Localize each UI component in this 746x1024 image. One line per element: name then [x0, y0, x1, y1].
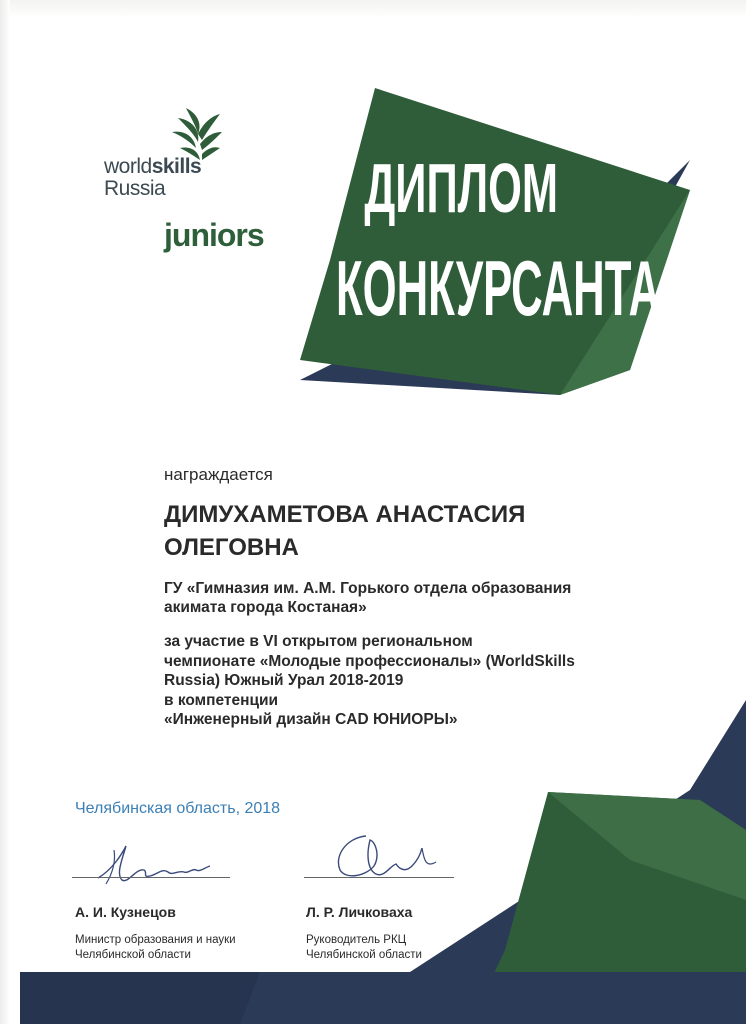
recipient-name-line-2: ОЛЕГОВНА — [164, 534, 299, 561]
signer-1-position — [75, 933, 236, 962]
signer-1-name: А. И. Кузнецов — [75, 904, 176, 920]
signer-2-position — [306, 933, 422, 962]
signer-1-position-line-1: Министр образования и науки — [75, 934, 236, 946]
bottom-strip-facet — [20, 972, 260, 1024]
organization-line-1: ГУ «Гимназия им. А.М. Горького отдела образования — [164, 580, 572, 597]
recipient-name — [164, 498, 624, 564]
title-line-1: ДИПЛОМ — [364, 149, 559, 227]
signature-line-2 — [304, 877, 454, 878]
signer-1-position-line-2: Челябинской области — [75, 948, 191, 961]
signature-line-1 — [72, 877, 230, 878]
region-date: Челябинская область, 2018 — [75, 800, 281, 817]
description-line-5: «Инженерный дизайн CAD ЮНИОРЫ» — [164, 711, 458, 728]
logo-country: Russia — [104, 177, 166, 200]
description-line-3: Russia) Южный Урал 2018-2019 — [164, 672, 404, 689]
signer-2-position-line-2: Челябинской области — [306, 948, 422, 961]
award-description — [164, 632, 644, 730]
signer-2-name: Л. Р. Личковаха — [306, 904, 413, 920]
description-line-1: за участие в VI открытом региональном — [164, 633, 473, 650]
worldskills-wordmark — [104, 156, 201, 177]
signer-2-position-line-1: Руководитель РКЦ — [306, 934, 407, 946]
recipient-name-line-1: ДИМУХАМЕТОВА АНАСТАСИЯ — [164, 501, 526, 528]
logo-word-bold: skills — [151, 155, 202, 178]
logo-word-regular: world — [104, 155, 152, 178]
signature-kuznetsov — [92, 840, 222, 890]
title-line-2: КОНКУРСАНТА — [336, 244, 661, 332]
organization — [164, 579, 634, 617]
description-line-4: в компетенции — [164, 691, 279, 709]
awarded-label: награждается — [164, 465, 273, 484]
logo-juniors: juniors — [164, 217, 264, 253]
organization-line-2: акимата города Костаная» — [164, 599, 367, 616]
description-line-2: чемпионате «Молодые профессионалы» (WorldSkills — [164, 652, 575, 670]
